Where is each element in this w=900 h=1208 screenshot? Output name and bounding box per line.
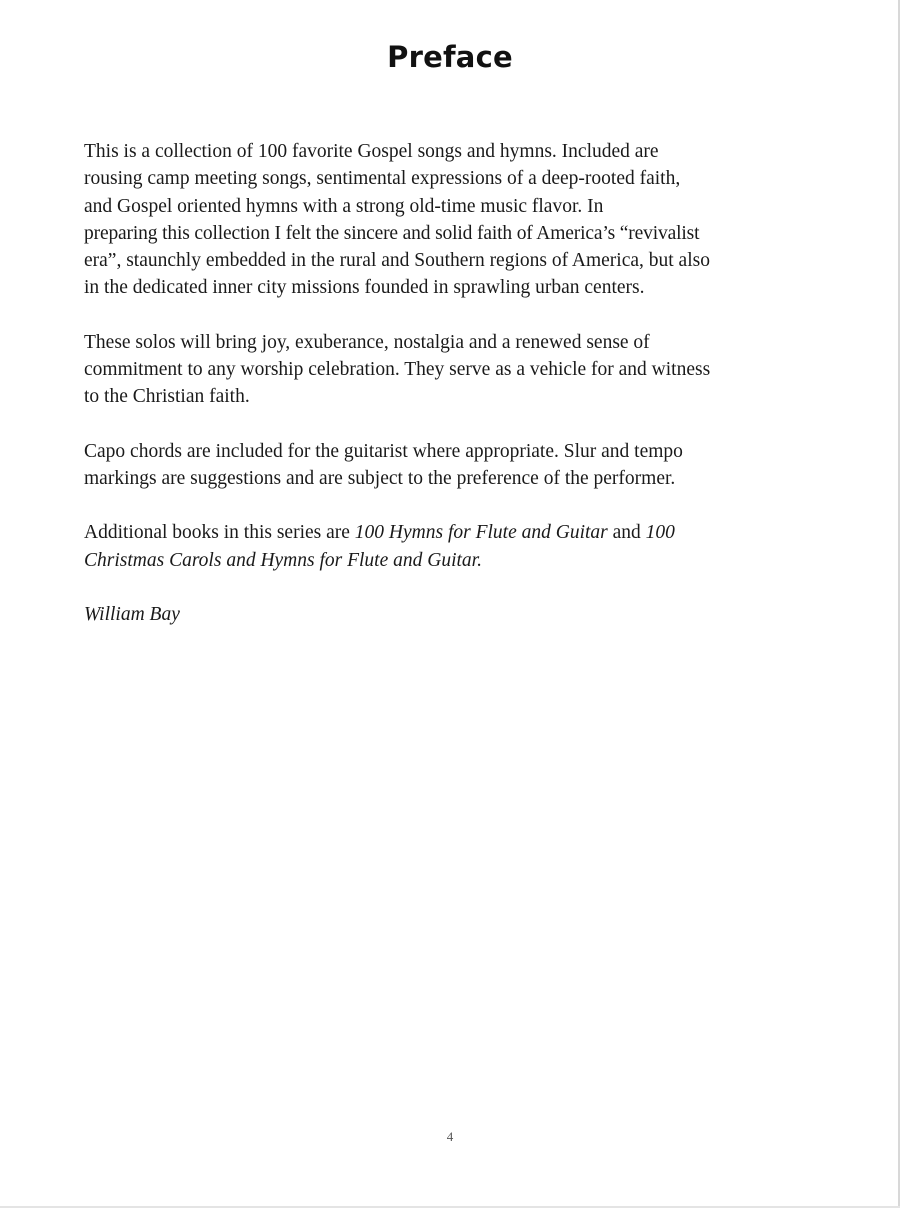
paragraph-additional-books xyxy=(84,519,824,574)
paragraph-solos xyxy=(84,329,824,411)
text-line: markings are suggestions and are subject to the preference of the performer. xyxy=(84,467,676,489)
paragraph-capo-chords xyxy=(84,438,824,493)
text-line: commitment to any worship celebration. They serve as a vehicle for and witness xyxy=(84,359,711,381)
page-title: Preface xyxy=(387,40,513,74)
paragraph-collection-intro xyxy=(84,138,824,302)
page-number: 4 xyxy=(446,1129,454,1144)
text-line: in the dedicated inner city missions founded in sprawling urban centers. xyxy=(84,277,645,299)
text-line: This is a collection of 100 favorite Gospel songs and hymns. Included are xyxy=(84,141,659,162)
period: . xyxy=(477,549,482,571)
text-line: to the Christian faith. xyxy=(84,386,250,408)
text-line: preparing this collection I felt the sincere and solid faith of America’s “revivalist xyxy=(84,222,700,244)
text-line: rousing camp meeting songs, sentimental expressions of a deep-rooted faith, xyxy=(84,168,681,190)
book-title-christmas-part2: Christmas Carols and Hymns for Flute and Guitar xyxy=(84,549,478,571)
preface-body xyxy=(84,138,824,628)
text-line: Capo chords are included for the guitarist where appropriate. Slur and tempo xyxy=(84,440,683,462)
text-line: era”, staunchly embedded in the rural and Southern regions of America, but also xyxy=(84,250,710,272)
text-line: These solos will bring joy, exuberance, nostalgia and a renewed sense of xyxy=(84,331,650,353)
text-line xyxy=(84,519,824,546)
text-line xyxy=(84,547,824,574)
text-line: and Gospel oriented hymns with a strong old-time music flavor. In xyxy=(84,195,604,217)
book-title-christmas-part1: 100 xyxy=(645,522,675,544)
book-title-hymns: 100 Hymns for Flute and Guitar xyxy=(354,522,608,544)
author-signature: William Bay xyxy=(84,603,180,625)
additional-books-prefix: Additional books in this series are xyxy=(84,522,355,544)
conjunction-and: and xyxy=(607,522,646,544)
